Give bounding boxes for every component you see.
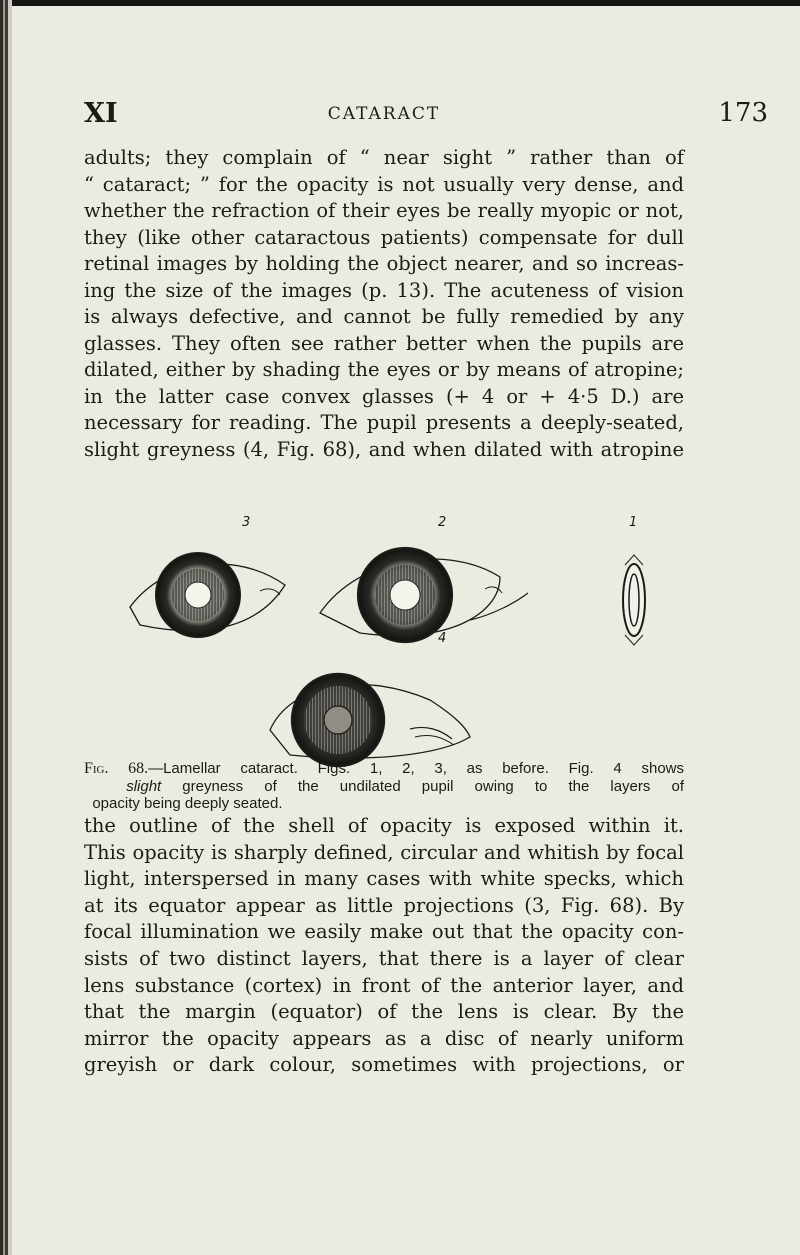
- caption-text: opacity being deeply seated.: [92, 795, 283, 812]
- figure-caption: [84, 760, 684, 813]
- paragraph-1: [84, 145, 684, 463]
- caption-figure-label: Fig. 68.: [84, 760, 149, 777]
- eye-3-illustration: [130, 553, 285, 637]
- book-binding-edge: [0, 0, 12, 1255]
- text-line: necessary for reading. The pupil presents a deeply-seated,: [84, 411, 684, 434]
- caption-text: greyness of the undilated pupil owing to the layers of: [161, 777, 684, 795]
- text-line: whether the refraction of their eyes be really myopic or not,: [84, 199, 684, 222]
- text-line: that the margin (equator) of the lens is clear. By the: [84, 1000, 684, 1024]
- text-line: mirror the opacity appears as a disc of nearly uniform: [84, 1026, 684, 1050]
- figure-68: [120, 515, 680, 770]
- text-line: dilated, either by shading the eyes or by means of atropine;: [84, 358, 684, 381]
- chapter-number: XI: [84, 98, 118, 129]
- figure-label-4: 4: [438, 631, 447, 646]
- text-line: lens substance (cortex) in front of the anterior layer, and: [84, 973, 684, 997]
- page-number: 173: [718, 98, 768, 128]
- caption-line: [84, 778, 684, 796]
- caption-emphasis: slight: [126, 777, 162, 795]
- figure-label-2: 2: [438, 515, 447, 530]
- eye-1-illustration: [623, 555, 645, 645]
- caption-line: [84, 795, 684, 813]
- text-line: in the latter case convex glasses (+ 4 or + 4·5 D.) are: [84, 384, 684, 408]
- text-line: focal illumination we easily make out that the opacity con-: [84, 920, 684, 944]
- paragraph-2: [84, 813, 684, 1079]
- text-line: retinal images by holding the object nearer, and so increas-: [84, 252, 684, 275]
- text-line: “ cataract; ” for the opacity is not usually very dense, and: [84, 172, 684, 196]
- eye-2-illustration: [320, 548, 528, 642]
- caption-text: —Lamellar cataract. Figs. 1, 2, 3, as before. Fig. 4 shows: [148, 760, 684, 777]
- eye-illustrations: [120, 515, 680, 770]
- figure-label-3: 3: [242, 515, 251, 530]
- chapter-title: CATARACT: [327, 104, 441, 124]
- text-line: ing the size of the images (p. 13). The acuteness of vision: [84, 278, 684, 302]
- text-line: is always defective, and cannot be fully remedied by any: [84, 305, 684, 328]
- text-line: greyish or dark colour, sometimes with projections, or: [84, 1053, 684, 1077]
- figure-label-1: 1: [629, 515, 638, 530]
- text-line: adults; they complain of “ near sight ” rather than of: [84, 146, 684, 169]
- text-line: the outline of the shell of opacity is exposed within it.: [84, 814, 684, 837]
- eye-4-illustration: [270, 674, 470, 766]
- page-top-edge: [0, 0, 800, 6]
- caption-line: [84, 760, 684, 778]
- running-head: [84, 98, 768, 138]
- text-line: they (like other cataractous patients) compensate for dull: [84, 225, 684, 249]
- text-line: glasses. They often see rather better when the pupils are: [84, 331, 684, 355]
- text-line: sists of two distinct layers, that there is a layer of clear: [84, 946, 684, 970]
- text-line: slight greyness (4, Fig. 68), and when dilated with atropine: [84, 437, 684, 461]
- text-line: light, interspersed in many cases with white specks, which: [84, 867, 684, 891]
- text-line: at its equator appear as little projections (3, Fig. 68). By: [84, 893, 684, 917]
- text-line: This opacity is sharply defined, circular and whitish by focal: [84, 840, 684, 864]
